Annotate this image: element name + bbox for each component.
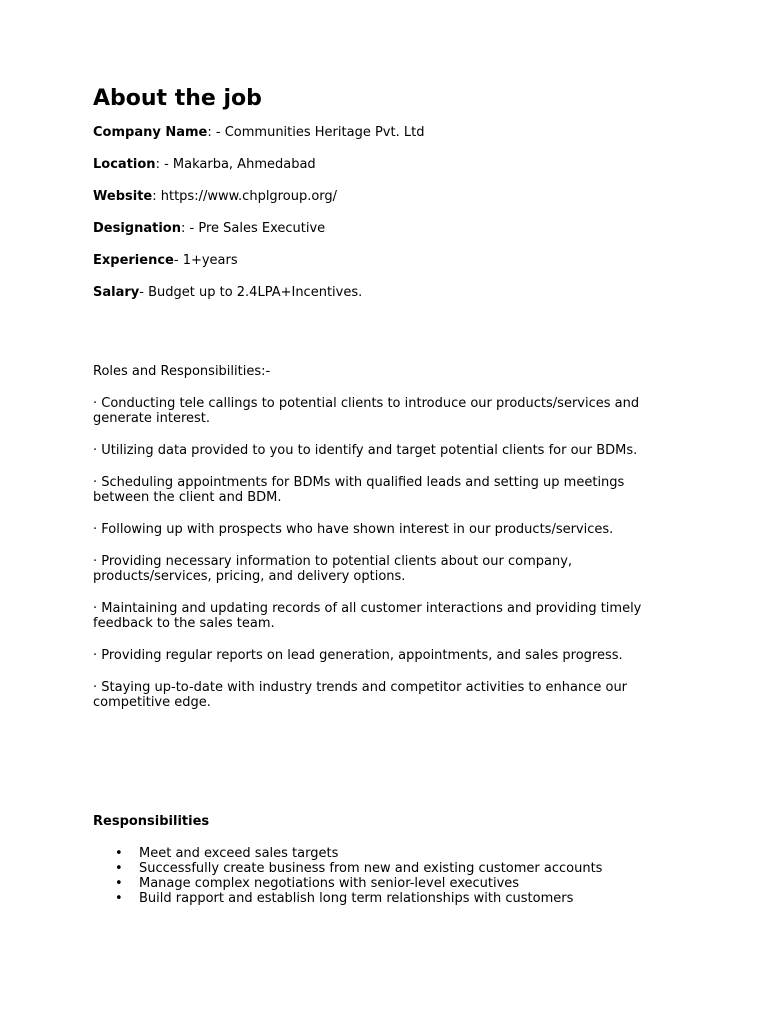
list-item — [93, 891, 678, 906]
field-label: Salary — [93, 285, 140, 300]
bullet-icon: • — [115, 891, 123, 906]
responsibilities-section — [93, 814, 678, 906]
roles-item: · Utilizing data provided to you to identify and target potential clients for our BDMs. — [93, 443, 638, 458]
field-value: 1+years — [182, 253, 238, 268]
bullet-icon: • — [115, 876, 123, 891]
list-item-text: Build rapport and establish long term relationships with customers — [139, 891, 574, 906]
website-link: https://www.chplgroup.org/ — [160, 189, 338, 204]
roles-item: · Following up with prospects who have shown interest in our products/services. — [93, 522, 614, 537]
field-separator: : — [152, 189, 161, 204]
field-experience — [93, 253, 678, 269]
field-salary — [93, 285, 678, 301]
job-description-page — [93, 82, 678, 906]
roles-item: · Staying up-to-date with industry trends and competitor activities to enhance our competitive edge. — [93, 680, 628, 710]
field-value: Makarba, Ahmedabad — [172, 157, 316, 172]
field-label: Website — [93, 189, 153, 204]
roles-item: · Providing regular reports on lead generation, appointments, and sales progress. — [93, 648, 623, 663]
roles-item: · Conducting tele callings to potential clients to introduce our products/services and generate interest. — [93, 396, 640, 426]
list-item — [93, 876, 678, 891]
responsibilities-list — [93, 846, 678, 906]
field-value: Communities Heritage Pvt. Ltd — [224, 125, 425, 140]
responsibilities-heading: Responsibilities — [93, 814, 210, 829]
field-separator: - — [139, 285, 149, 300]
list-item-text: Meet and exceed sales targets — [139, 846, 339, 861]
field-value: Pre Sales Executive — [198, 221, 326, 236]
field-label: Designation — [93, 221, 181, 236]
roles-heading: Roles and Responsibilities:- — [93, 364, 271, 379]
list-item — [93, 846, 678, 861]
page-title: About the job — [93, 86, 262, 111]
list-item-text: Successfully create business from new and existing customer accounts — [139, 861, 603, 876]
field-designation — [93, 221, 678, 237]
field-value: Budget up to 2.4LPA+Incentives. — [148, 285, 363, 300]
roles-section — [93, 364, 678, 710]
bullet-icon: • — [115, 846, 123, 861]
field-website — [93, 189, 678, 205]
field-separator: : - — [207, 125, 225, 140]
field-separator: : - — [181, 221, 199, 236]
job-details — [93, 125, 678, 301]
field-label: Experience — [93, 253, 174, 268]
bullet-icon: • — [115, 861, 123, 876]
roles-item: · Maintaining and updating records of all customer interactions and providing timely feedback to the sales team. — [93, 601, 642, 631]
field-company-name — [93, 125, 678, 141]
field-location — [93, 157, 678, 173]
list-item-text: Manage complex negotiations with senior-level executives — [139, 876, 520, 891]
field-separator: - — [173, 253, 183, 268]
list-item — [93, 861, 678, 876]
field-label: Company Name — [93, 125, 208, 140]
field-label: Location — [93, 157, 156, 172]
field-separator: : - — [155, 157, 173, 172]
roles-item: · Scheduling appointments for BDMs with qualified leads and setting up meetings between the client and BDM. — [93, 475, 625, 505]
roles-item: · Providing necessary information to potential clients about our company, products/services, pricing, and delivery options. — [93, 554, 573, 584]
